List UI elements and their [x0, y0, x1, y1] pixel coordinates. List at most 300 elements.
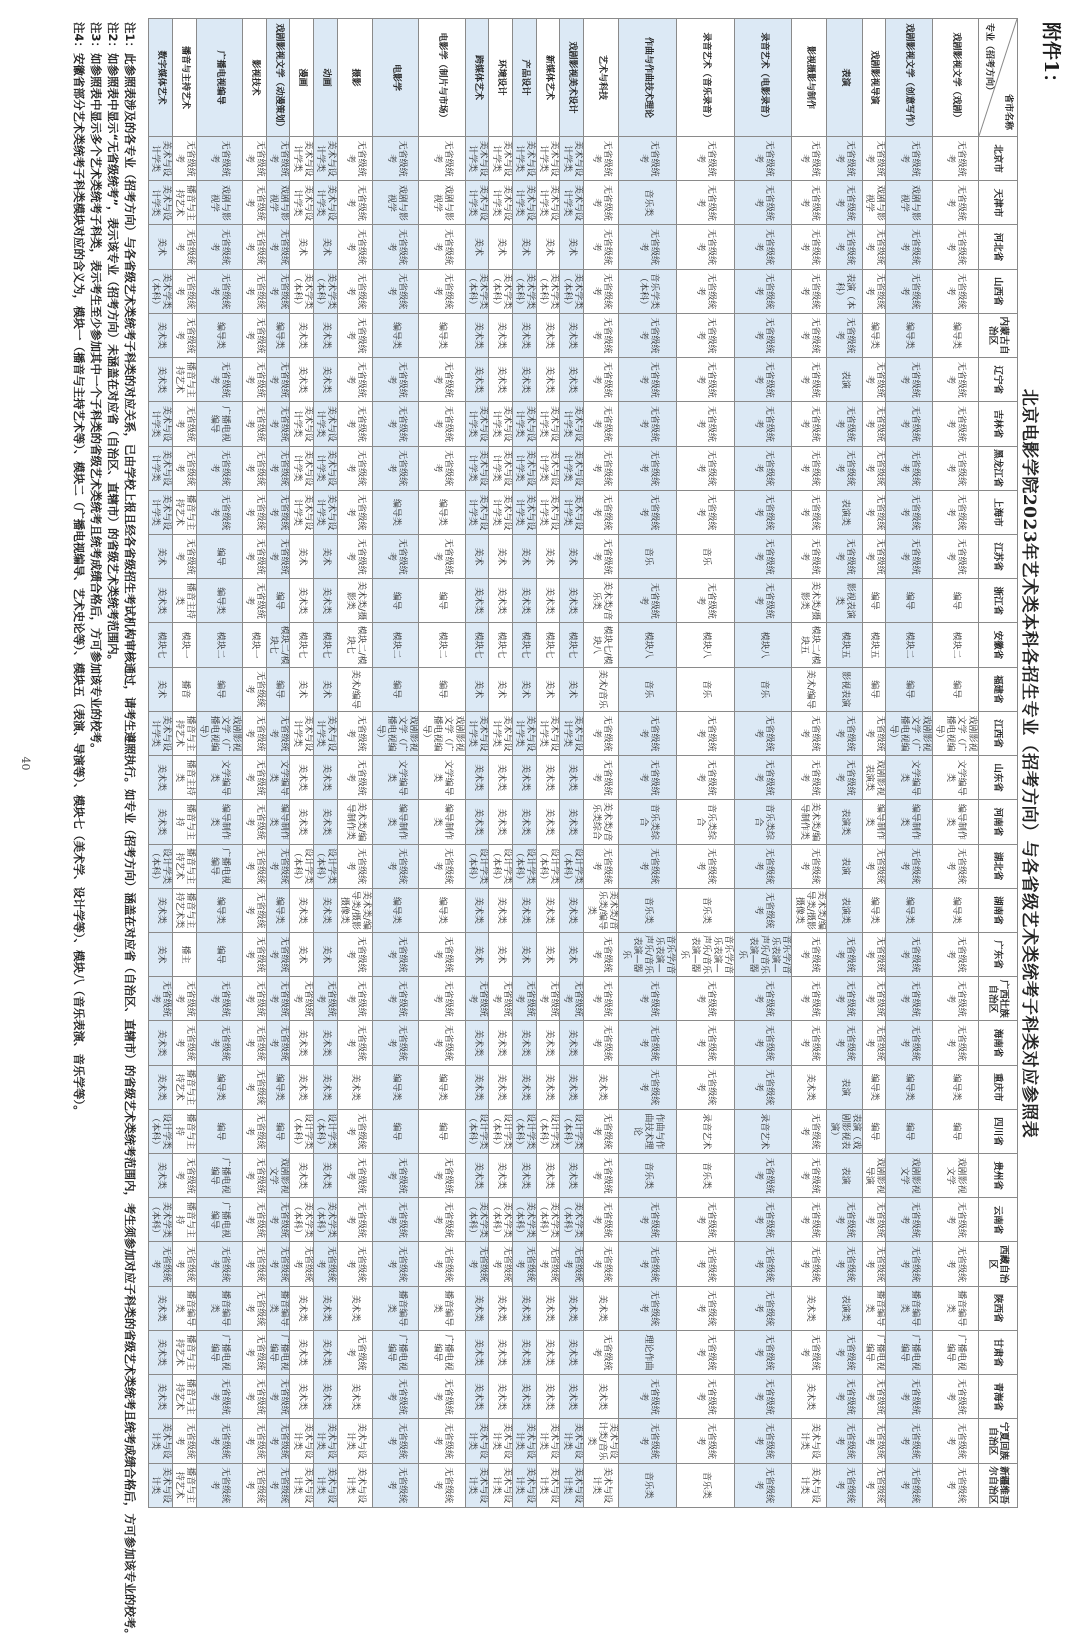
mapping-cell: 无省级统考 — [337, 446, 372, 490]
mapping-cell: 无省级统考 — [337, 711, 372, 755]
mapping-cell: 无省级统考 — [372, 1242, 418, 1286]
mapping-cell: 美术类 — [290, 1021, 314, 1065]
mapping-cell: 无省级统考 — [196, 1375, 242, 1419]
mapping-cell: 无省级统考 — [584, 932, 619, 976]
mapping-cell: 无省级统考 — [243, 1330, 267, 1374]
mapping-cell: 无省级统考 — [196, 490, 242, 534]
mapping-cell: 编导 — [372, 667, 418, 711]
province-header: 湖南省 — [979, 888, 1018, 932]
mapping-cell: 理论作曲 — [619, 1330, 677, 1374]
mapping-cell: 美术类 — [560, 888, 584, 932]
table-row — [372, 19, 418, 1508]
mapping-cell: 编导类 — [886, 313, 932, 357]
mapping-cell: 美术类 — [560, 358, 584, 402]
mapping-cell: 无省级统考 — [862, 1375, 886, 1419]
mapping-cell: 无省级统考 — [734, 1065, 792, 1109]
mapping-cell: 模块七 — [489, 623, 513, 667]
mapping-cell: 模块八 — [734, 623, 792, 667]
mapping-cell: 美术学类（本科） — [536, 1198, 560, 1242]
mapping-cell: 音乐学类（本科） — [619, 269, 677, 313]
mapping-cell: 美术类 — [513, 1154, 537, 1198]
mapping-cell: 无省级统考 — [372, 1375, 418, 1419]
mapping-cell: 美术 — [290, 667, 314, 711]
mapping-cell: 设计学类（本科） — [560, 844, 584, 888]
mapping-cell: 美术与设计学类 — [290, 181, 314, 225]
mapping-cell: 美术与设计学类 — [560, 137, 584, 181]
mapping-cell: 美术与设计学类 — [489, 181, 513, 225]
mapping-cell: 无省级统考 — [172, 977, 196, 1021]
mapping-cell: 编导 — [886, 667, 932, 711]
mapping-cell: 无省级统考 — [243, 579, 267, 623]
mapping-cell: 表演（本科） — [827, 269, 862, 313]
mapping-cell: 音乐类 — [619, 181, 677, 225]
mapping-cell: 美术与设计类 — [792, 1463, 827, 1507]
mapping-cell: 编导类 — [372, 490, 418, 534]
major-name-cell: 产品设计 — [513, 19, 537, 137]
mapping-cell: 模块二 — [196, 623, 242, 667]
mapping-cell: 美术类 — [536, 1021, 560, 1065]
mapping-cell: 无省级统考 — [792, 269, 827, 313]
mapping-cell: 无省级统考 — [886, 1375, 932, 1419]
mapping-cell: 表演 — [827, 844, 862, 888]
mapping-cell: 无省级统考 — [243, 1154, 267, 1198]
note-2: 注2：如参照表中显示“无省级统考”，表示该专业（招考方向）未涵盖在对应省（自治区、直辖市）的省级艺术类统考范围内。 — [106, 22, 120, 667]
mapping-cell: 美术类 — [314, 1065, 338, 1109]
mapping-cell: 无省级统考 — [196, 1021, 242, 1065]
mapping-cell: 编导类 — [862, 313, 886, 357]
mapping-cell: 美术类 — [314, 1021, 338, 1065]
mapping-cell: 美术与设计学类 — [489, 446, 513, 490]
mapping-cell: 表演 — [827, 1154, 862, 1198]
mapping-cell: 无省级统考 — [266, 1463, 290, 1507]
mapping-cell: 无省级统考 — [862, 358, 886, 402]
mapping-cell: 无省级统考 — [584, 756, 619, 800]
note-4: 注4：安徽省部分艺术类统考子科类模块对应的含义为，模块一（播音与主持艺术等）、模块二（广播电视编导、艺术史论等）、模块五（表演、导演等）、模块七（美术学、设计学等）、模块八（音乐表演、音乐学等）。 — [72, 22, 86, 1117]
major-name-cell: 漫画 — [290, 19, 314, 137]
mapping-cell: 无省级统考 — [886, 225, 932, 269]
mapping-cell: 无省级统考 — [337, 1109, 372, 1153]
mapping-cell: 无省级统考 — [827, 446, 862, 490]
mapping-cell: 美术与设计类 — [314, 1463, 338, 1507]
mapping-cell: 美术类/编导类/摄影摄像类 — [792, 888, 827, 932]
mapping-cell: 音乐 — [676, 534, 734, 578]
province-header: 河南省 — [979, 800, 1018, 844]
mapping-cell: 戏剧与影视学 — [266, 181, 290, 225]
mapping-cell: 无省级统考 — [196, 446, 242, 490]
mapping-cell: 播音与主持艺术 — [172, 1375, 196, 1419]
mapping-cell: 编导 — [886, 579, 932, 623]
mapping-cell: 无省级统考 — [584, 402, 619, 446]
mapping-cell: 美术与设计类 — [149, 1463, 173, 1507]
major-name-cell: 录音艺术（音乐录音） — [676, 19, 734, 137]
mapping-cell: 无省级统考 — [619, 756, 677, 800]
mapping-cell: 美术类/音乐类 — [584, 579, 619, 623]
mapping-cell: 无省级统考 — [372, 358, 418, 402]
mapping-cell: 美术类 — [489, 1330, 513, 1374]
mapping-cell: 美术类 — [489, 313, 513, 357]
mapping-cell: 美术类 — [560, 756, 584, 800]
mapping-cell: 无省级统考 — [419, 932, 465, 976]
province-header: 福建省 — [979, 667, 1018, 711]
mapping-cell: 无省级统考 — [734, 490, 792, 534]
province-header: 四川省 — [979, 1109, 1018, 1153]
province-header: 青海省 — [979, 1375, 1018, 1419]
mapping-cell: 无省级统考 — [734, 579, 792, 623]
mapping-cell: 编导类 — [266, 313, 290, 357]
mapping-cell: 美术类/摄影类 — [792, 579, 827, 623]
mapping-cell: 文学编导类 — [419, 756, 465, 800]
mapping-cell: 无省级统考 — [243, 1286, 267, 1330]
mapping-cell: 表演 — [827, 358, 862, 402]
mapping-cell: 美术类 — [314, 579, 338, 623]
mapping-cell: 美术类 — [465, 756, 489, 800]
mapping-cell: 美术类 — [290, 358, 314, 402]
mapping-cell: 编导 — [266, 1109, 290, 1153]
mapping-cell: 无省级统考 — [792, 1154, 827, 1198]
mapping-cell: 无省级统考 — [932, 446, 978, 490]
mapping-cell: 无省级统考 — [619, 225, 677, 269]
mapping-cell: 美术与设计学类 — [489, 402, 513, 446]
mapping-cell: 戏剧影视表演类 — [862, 756, 886, 800]
mapping-cell: 美术 — [314, 534, 338, 578]
mapping-cell: 美术学类（本科） — [465, 269, 489, 313]
mapping-cell: 无省级统考 — [372, 534, 418, 578]
mapping-cell: 美术类 — [290, 313, 314, 357]
mapping-cell: 美术与设计学类 — [465, 711, 489, 755]
mapping-cell: 无省级统考 — [862, 402, 886, 446]
mapping-cell: 作曲与作曲技术理论 — [619, 1109, 677, 1153]
mapping-cell: 美术与设计类 — [560, 1419, 584, 1463]
mapping-cell: 无省级统考 — [584, 711, 619, 755]
mapping-cell: 美术类 — [513, 579, 537, 623]
mapping-cell: 无省级统考 — [337, 1198, 372, 1242]
mapping-cell: 设计学类（本科） — [290, 844, 314, 888]
mapping-cell: 无省级统考 — [243, 756, 267, 800]
mapping-cell: 戏剧影视文学（广播电视编导） — [886, 711, 932, 755]
mapping-cell: 美术与设计学类 — [536, 490, 560, 534]
mapping-cell: 播音与主持 — [172, 1198, 196, 1242]
mapping-cell: 美术与设计学类 — [513, 402, 537, 446]
mapping-cell: 美术类 — [465, 313, 489, 357]
table-row — [149, 19, 173, 1508]
mapping-cell: 编导类 — [196, 313, 242, 357]
mapping-cell: 音乐 — [734, 667, 792, 711]
mapping-cell: 美术 — [314, 932, 338, 976]
mapping-cell: 文学编导类 — [932, 756, 978, 800]
mapping-cell: 无省级统考 — [419, 1242, 465, 1286]
mapping-cell: 编导 — [862, 1109, 886, 1153]
mapping-cell: 无省级统考 — [419, 402, 465, 446]
mapping-cell: 美术类 — [513, 1065, 537, 1109]
mapping-cell: 编导类 — [886, 888, 932, 932]
major-name-cell: 广播电视编导 — [196, 19, 242, 137]
mapping-cell: 戏剧与影视学 — [372, 181, 418, 225]
mapping-cell: 模块五 — [862, 623, 886, 667]
mapping-cell: 美术 — [560, 932, 584, 976]
mapping-cell: 美术类 — [465, 1330, 489, 1374]
mapping-cell: 美术与设计类 — [513, 1419, 537, 1463]
mapping-cell: 模块二 — [886, 623, 932, 667]
mapping-cell: 编导类 — [932, 313, 978, 357]
mapping-cell: 美术与设计学类 — [513, 711, 537, 755]
mapping-cell: 美术类 — [584, 1375, 619, 1419]
mapping-cell: 编导类 — [419, 490, 465, 534]
mapping-cell: 设计学类（本科） — [536, 1109, 560, 1153]
mapping-cell: 无省级统考 — [676, 1021, 734, 1065]
mapping-cell: 音乐类 — [676, 1463, 734, 1507]
mapping-cell: 无省级统考 — [243, 1109, 267, 1153]
mapping-cell: 无省级统考 — [886, 844, 932, 888]
mapping-cell: 美术类 — [584, 1065, 619, 1109]
mapping-cell: 美术类 — [536, 1065, 560, 1109]
mapping-cell: 无省级统考 — [792, 1198, 827, 1242]
table-row — [862, 19, 886, 1508]
mapping-cell: 美术类 — [536, 756, 560, 800]
mapping-cell: 无省级统考 — [314, 977, 338, 1021]
mapping-cell: 无省级统考 — [619, 446, 677, 490]
mapping-cell: 编导 — [372, 579, 418, 623]
mapping-cell: 美术学类（本科） — [149, 1198, 173, 1242]
mapping-cell: 编导 — [196, 667, 242, 711]
mapping-cell: 编导制作类 — [266, 800, 290, 844]
mapping-cell: 无省级统考 — [337, 1154, 372, 1198]
mapping-cell: 广播电视编导 — [862, 1330, 886, 1374]
mapping-cell: 无省级统考 — [243, 711, 267, 755]
mapping-cell: 无省级统考 — [372, 1021, 418, 1065]
major-name-cell: 环境设计 — [489, 19, 513, 137]
mapping-cell: 无省级统考 — [243, 800, 267, 844]
mapping-cell: 无省级统考 — [337, 181, 372, 225]
mapping-cell: 模块二 — [372, 623, 418, 667]
mapping-cell: 无省级统考 — [419, 1419, 465, 1463]
mapping-cell: 无省级统考 — [584, 490, 619, 534]
major-name-cell: 摄影 — [337, 19, 372, 137]
mapping-cell: 美术 — [513, 534, 537, 578]
major-name-cell: 戏剧影视文学（动漫策划） — [266, 19, 290, 137]
mapping-cell: 无省级统考 — [584, 1154, 619, 1198]
mapping-cell: 无省级统考 — [676, 446, 734, 490]
mapping-cell: 美术类 — [314, 1375, 338, 1419]
table-row — [886, 19, 932, 1508]
mapping-cell: 无省级统考 — [619, 1375, 677, 1419]
major-name-cell: 戏剧影视文学（创意写作） — [886, 19, 932, 137]
mapping-cell: 美术与设计学类 — [314, 137, 338, 181]
mapping-cell: 设计学类（本科） — [465, 844, 489, 888]
mapping-cell: 设计学类（本科） — [314, 844, 338, 888]
corner-major-label: 专业（招考方向） — [984, 23, 994, 96]
mapping-cell: 广播电视编导 — [196, 1198, 242, 1242]
mapping-cell: 无省级统考 — [792, 711, 827, 755]
mapping-cell: 无省级统考 — [792, 181, 827, 225]
mapping-cell: 美术学类（本科） — [560, 1198, 584, 1242]
mapping-cell: 无省级统考 — [172, 1419, 196, 1463]
mapping-cell: 美术类 — [290, 1330, 314, 1374]
mapping-cell: 播音编导类 — [862, 1286, 886, 1330]
mapping-cell: 无省级统考 — [827, 1463, 862, 1507]
mapping-cell: 无省级统考 — [734, 446, 792, 490]
mapping-cell: 无省级统考 — [827, 181, 862, 225]
mapping-cell: 无省级统考 — [172, 1021, 196, 1065]
mapping-cell: 戏剧影视文学（广播电视编导） — [932, 711, 978, 755]
province-header: 广西壮族自治区 — [979, 977, 1018, 1021]
mapping-cell: 编导 — [266, 667, 290, 711]
mapping-cell: 播音与主持 — [172, 800, 196, 844]
mapping-cell: 无省级统考 — [619, 579, 677, 623]
mapping-cell: 美术类 — [560, 1330, 584, 1374]
mapping-cell: 无省级统考 — [560, 1242, 584, 1286]
mapping-cell: 美术 — [489, 932, 513, 976]
major-name-cell: 电影学 — [372, 19, 418, 137]
mapping-cell: 无省级统考 — [862, 446, 886, 490]
province-header: 江苏省 — [979, 534, 1018, 578]
mapping-cell: 无省级统考 — [827, 1198, 862, 1242]
mapping-cell: 无省级统考 — [734, 1021, 792, 1065]
mapping-cell: 无省级统考 — [734, 181, 792, 225]
mapping-cell: 无省级统考 — [372, 137, 418, 181]
mapping-cell: 美术与设计学类 — [314, 711, 338, 755]
major-name-cell: 影视技术 — [243, 19, 267, 137]
mapping-cell: 美术类 — [536, 1286, 560, 1330]
mapping-cell: 无省级统考 — [584, 1198, 619, 1242]
mapping-cell: 编导类 — [372, 888, 418, 932]
mapping-cell: 无省级统考 — [932, 1242, 978, 1286]
mapping-cell: 无省级统考 — [886, 1419, 932, 1463]
mapping-cell: 无省级统考 — [676, 225, 734, 269]
mapping-cell: 音乐类综合 — [676, 800, 734, 844]
mapping-cell: 无省级统考 — [419, 225, 465, 269]
mapping-cell: 无省级统考 — [584, 181, 619, 225]
mapping-cell: 美术与设计学类 — [465, 490, 489, 534]
mapping-cell: 美术类 — [149, 1286, 173, 1330]
mapping-cell: 无省级统考 — [886, 1198, 932, 1242]
mapping-cell: 编导 — [932, 1109, 978, 1153]
mapping-cell: 美术与设计类 — [584, 1463, 619, 1507]
mapping-cell: 美术学类（本科） — [290, 269, 314, 313]
table-row — [314, 19, 338, 1508]
mapping-cell: 美术类 — [792, 1375, 827, 1419]
mapping-cell: 无省级统考 — [619, 711, 677, 755]
mapping-cell: 无省级统考 — [243, 1463, 267, 1507]
province-header: 浙江省 — [979, 579, 1018, 623]
mapping-cell: 美术 — [314, 225, 338, 269]
mapping-cell: 美术类 — [290, 800, 314, 844]
mapping-cell: 模块一 — [243, 623, 267, 667]
mapping-cell: 美术类 — [560, 1021, 584, 1065]
mapping-cell: 美术与设计学类 — [149, 402, 173, 446]
mapping-cell: 无省级统考 — [932, 1463, 978, 1507]
mapping-cell: 美术类 — [337, 1375, 372, 1419]
mapping-cell: 美术与设计学类 — [149, 711, 173, 755]
mapping-cell: 播音编导类 — [196, 1286, 242, 1330]
mapping-cell: 无省级统考 — [932, 1021, 978, 1065]
mapping-cell: 无省级统考 — [372, 1198, 418, 1242]
mapping-cell: 美术类/编导制作类 — [337, 800, 372, 844]
mapping-cell: 美术类 — [513, 756, 537, 800]
mapping-cell: 美术类 — [337, 1286, 372, 1330]
mapping-cell: 无省级统考 — [734, 137, 792, 181]
mapping-cell: 无省级统考 — [827, 402, 862, 446]
mapping-cell: 无省级统考 — [337, 756, 372, 800]
mapping-cell: 无省级统考 — [676, 579, 734, 623]
mapping-cell: 美术类 — [465, 888, 489, 932]
mapping-cell: 美术学类（本科） — [465, 1198, 489, 1242]
mapping-cell: 无省级统考 — [266, 1419, 290, 1463]
mapping-cell: 美术类 — [465, 358, 489, 402]
mapping-cell: 戏剧影视文学（广播电视编导） — [419, 711, 465, 755]
mapping-cell: 无省级统考 — [372, 1463, 418, 1507]
mapping-cell: 无省级统考 — [734, 1198, 792, 1242]
mapping-cell: 表演类 — [827, 800, 862, 844]
mapping-cell: 美术与设计学类 — [149, 446, 173, 490]
mapping-cell: 无省级统考 — [619, 977, 677, 1021]
mapping-cell: 无省级统考 — [734, 1330, 792, 1374]
mapping-cell: 美术类/编导类/摄影摄像类 — [337, 888, 372, 932]
province-header: 贵州省 — [979, 1154, 1018, 1198]
mapping-cell: 无省级统考 — [584, 1109, 619, 1153]
mapping-cell: 编导制作类 — [372, 800, 418, 844]
mapping-cell: 美术与设计学类 — [560, 711, 584, 755]
mapping-cell: 无省级统考 — [734, 534, 792, 578]
mapping-cell: 无省级统考 — [862, 1021, 886, 1065]
mapping-cell: 无省级统考 — [792, 402, 827, 446]
mapping-cell: 无省级统考 — [419, 1154, 465, 1198]
mapping-cell: 无省级统考 — [932, 1375, 978, 1419]
mapping-cell: 无省级统考 — [862, 1198, 886, 1242]
mapping-cell: 无省级统考 — [827, 1021, 862, 1065]
mapping-cell: 编导 — [266, 579, 290, 623]
mapping-cell: 无省级统考 — [243, 667, 267, 711]
mapping-cell: 无省级统考 — [932, 534, 978, 578]
mapping-cell: 无省级统考 — [149, 977, 173, 1021]
mapping-cell: 美术类 — [149, 358, 173, 402]
mapping-cell: 无省级统考 — [792, 1021, 827, 1065]
mapping-cell: 表演类 — [827, 490, 862, 534]
mapping-cell: 无省级统考 — [676, 1286, 734, 1330]
mapping-cell: 表演类 — [827, 1286, 862, 1330]
mapping-cell: 美术类 — [489, 888, 513, 932]
mapping-cell: 无省级统考 — [172, 534, 196, 578]
mapping-cell: 美术类/音乐类综合 — [584, 800, 619, 844]
major-name-cell: 数字媒体艺术 — [149, 19, 173, 137]
mapping-cell: 美术与设计学类 — [149, 137, 173, 181]
mapping-cell: 无省级统考 — [676, 711, 734, 755]
mapping-cell: 编导类 — [932, 888, 978, 932]
mapping-cell: 音乐学/音乐表演—声乐/音乐表演—器乐 — [619, 932, 677, 976]
mapping-cell: 无省级统考 — [734, 313, 792, 357]
province-header: 西藏自治区 — [979, 1242, 1018, 1286]
mapping-cell: 无省级统考 — [243, 844, 267, 888]
mapping-cell: 无省级统考 — [792, 1242, 827, 1286]
mapping-cell: 模块八 — [676, 623, 734, 667]
mapping-cell: 广播电视编导 — [196, 844, 242, 888]
mapping-cell: 美术类 — [560, 1154, 584, 1198]
mapping-cell: 无省级统考 — [243, 977, 267, 1021]
mapping-cell: 播音与主持艺术类 — [172, 888, 196, 932]
mapping-cell: 无省级统考 — [243, 269, 267, 313]
mapping-cell: 设计学类（本科） — [465, 1109, 489, 1153]
mapping-cell: 无省级统考 — [243, 1065, 267, 1109]
mapping-cell: 无省级统考 — [734, 1463, 792, 1507]
mapping-cell: 美术与设计类 — [560, 1463, 584, 1507]
table-row — [419, 19, 465, 1508]
mapping-cell: 美术/音乐 — [584, 667, 619, 711]
table-row — [676, 19, 734, 1508]
mapping-cell: 美术类 — [337, 1065, 372, 1109]
mapping-cell: 模块二 — [419, 623, 465, 667]
mapping-cell: 美术 — [290, 534, 314, 578]
mapping-cell: 播音主持类 — [172, 756, 196, 800]
mapping-cell: 无省级统考 — [827, 977, 862, 1021]
